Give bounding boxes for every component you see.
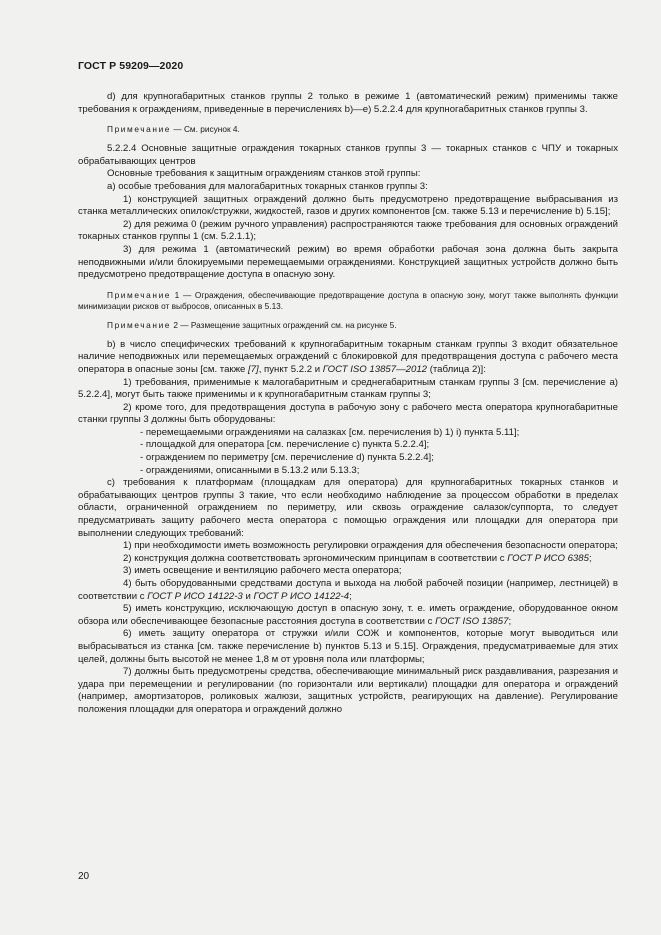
text-run: 6) иметь защиту оператора от стружки и/или СОЖ и компонентов, которые могут выводиться или выбрасываться из станка [см. также перечисление b) пунктов 5.13 и 5.15]. Ограждения, предусматриваемые для этих целей, должны быть высотой не менее 1,8 м от уровня пола или платформы;: [78, 628, 618, 665]
note-paragraph: [78, 124, 618, 135]
note-paragraph: [78, 290, 618, 312]
note-label: Примечание: [107, 289, 172, 300]
text-paragraph: [78, 603, 618, 628]
standard-reference: ГОСТ ISO 13857—2012: [322, 363, 428, 375]
text-run: 2 — Размещение защитных ограждений см. на рисунке 5.: [171, 319, 397, 330]
text-run: d) для крупногабаритных станков группы 2 только в режиме 1 (автоматический режим) применимы также требования к ограждениям, приведенные в перечислениях b)—e) 5.2.2.4 для крупногабаритных станков группы 3.: [78, 91, 618, 115]
text-paragraph: [78, 477, 618, 540]
text-run: 1) конструкцией защитных ограждений должно быть предусмотрено предотвращение выбрасывания из станка металлических опилок/стружки, жидкостей, газов и других компонентов [см. также 5.13 и перечисление b) 5.15];: [78, 193, 618, 218]
text-paragraph: [78, 91, 618, 116]
text-run: 1) при необходимости иметь возможность регулировки ограждения для обеспечения безопасности оператора;: [123, 540, 618, 552]
text-paragraph: [78, 339, 618, 377]
text-run: - ограждением по периметру [см. перечисление d) пункта 5.2.2.4];: [140, 452, 434, 464]
text-run: 4) быть оборудованными средствами доступа и выхода на любой рабочей позиции (например, лестницей) в соответствии с: [78, 578, 618, 602]
standard-header: ГОСТ Р 59209—2020: [78, 60, 184, 72]
note-label: Примечание: [107, 319, 172, 330]
text-run: (таблица 2)]:: [427, 363, 486, 375]
text-paragraph: [78, 402, 618, 427]
text-run: ;: [508, 615, 512, 627]
text-run: — См. рисунок 4.: [171, 124, 240, 135]
standard-reference: [7]: [248, 363, 259, 375]
text-run: 7) должны быть предусмотрены средства, обеспечивающие минимальный риск раздавливания, разрезания и удара при перемещении и регулировании (по горизонтали или вертикали) площадки для оператора и ограждений (например, амортизаторов, роликовых жалюзи, защитных устройств, реагирующих на давление). Регулирование положения площадки для оператора и ограждений должно: [78, 666, 618, 715]
text-run: 5.2.2.4 Основные защитные ограждения токарных станков группы 3 — токарных станков с ЧПУ и токарных обрабатывающих центров: [78, 143, 618, 167]
dash-list-item: [78, 439, 618, 452]
standard-reference: ГОСТ Р ИСО 14122-4: [253, 590, 350, 602]
standard-reference: ГОСТ Р ИСО 6385: [507, 552, 589, 564]
text-paragraph: [78, 194, 618, 219]
text-paragraph: [78, 244, 618, 282]
text-paragraph: [78, 143, 618, 168]
text-run: 1 — Ограждения, обеспечивающие предотвращение доступа в опасную зону, могут также выполнять функции минимизации рисков от выбросов, описанных в 5.13.: [78, 289, 618, 311]
text-run: a) особые требования для малогабаритных токарных станков группы 3:: [107, 180, 428, 192]
standard-reference: ГОСТ ISO 13857: [435, 615, 509, 627]
text-run: - площадкой для оператора [см. перечисление c) пункта 5.2.2.4];: [140, 439, 430, 451]
text-run: 3) для режима 1 (автоматический режим) во время обработки рабочая зона должна быть закрыта неподвижными и/или блокируемыми перемещаемыми ограждениями. Конструкцией защитных устройств должно быть предусмотрено предотвращение доступа в опасную зону.: [78, 243, 618, 281]
text-paragraph: [78, 565, 618, 578]
text-paragraph: [78, 553, 618, 566]
text-paragraph: [78, 181, 618, 194]
text-paragraph: [78, 666, 618, 716]
text-run: 1) требования, применимые к малогабаритным и среднегабаритным станкам группы 3 [см. перечисление a) 5.2.2.4], могут быть также применимы и к крупногабаритным станкам группы 3;: [78, 376, 618, 401]
text-paragraph: [78, 377, 618, 402]
text-run: ;: [349, 590, 352, 602]
text-run: 2) для режима 0 (режим ручного управления) распространяются также требования для основных ограждений токарных станков группы 1 (см. 5.2.1.1);: [78, 218, 618, 243]
standard-reference: ГОСТ Р ИСО 14122-3: [147, 590, 243, 602]
text-paragraph: [78, 219, 618, 244]
page-number: 20: [78, 871, 90, 882]
document-body: [78, 91, 618, 717]
text-paragraph: [78, 540, 618, 553]
text-run: b) в число специфических требований к крупногабаритным токарным станкам группы 3 входит обязательное наличие неподвижных или перемещаемых ограждений с блокировкой для предотвращения доступа с рабочего места оператора в опасные зоны [см. также: [78, 338, 618, 375]
text-paragraph: [78, 628, 618, 666]
text-run: 2) конструкция должна соответствовать эргономическим принципам в соответствии с: [123, 552, 508, 564]
text-run: - ограждениями, описанными в 5.13.2 или 5.13.3;: [140, 464, 360, 476]
text-run: c) требования к платформам (площадкам для оператора) для крупногабаритных токарных станков и обрабатывающих центров группы 3 такие, что если необходимо наблюдение за процессом обработки в пределах области, ограниченной ограждением по периметру, или сквозь ограждение салазок/суппорта, то следует предусматривать защиту рабочего места оператора с помощью ограждения или площадки для оператора при выполнении следующих требований:: [78, 477, 618, 539]
note-label: Примечание: [107, 124, 172, 135]
text-run: 5) иметь конструкцию, исключающую доступ в опасную зону, т. е. иметь ограждение, оборудованное окном обзора или обеспечивающее безопасные расстояния доступа в соответствии с: [78, 603, 618, 627]
text-paragraph: [78, 578, 618, 603]
text-run: , пункт 5.2.2 и: [258, 363, 323, 375]
text-run: и: [242, 590, 254, 602]
text-run: ;: [588, 552, 592, 564]
text-run: - перемещаемыми ограждениями на салазках [см. перечисления b) 1) i) пункта 5.11];: [140, 426, 520, 438]
dash-list-item: [78, 427, 618, 440]
text-run: 2) кроме того, для предотвращения доступа в рабочую зону с рабочего места оператора крупногабаритные станки группы 3 должны быть оборудованы:: [78, 401, 618, 426]
dash-list-item: [78, 452, 618, 465]
text-run: 3) иметь освещение и вентиляцию рабочего места оператора;: [123, 565, 402, 577]
note-paragraph: [78, 320, 618, 331]
text-paragraph: [78, 168, 618, 181]
dash-list-item: [78, 465, 618, 478]
text-run: Основные требования к защитным ограждениям станков этой группы:: [107, 168, 421, 180]
